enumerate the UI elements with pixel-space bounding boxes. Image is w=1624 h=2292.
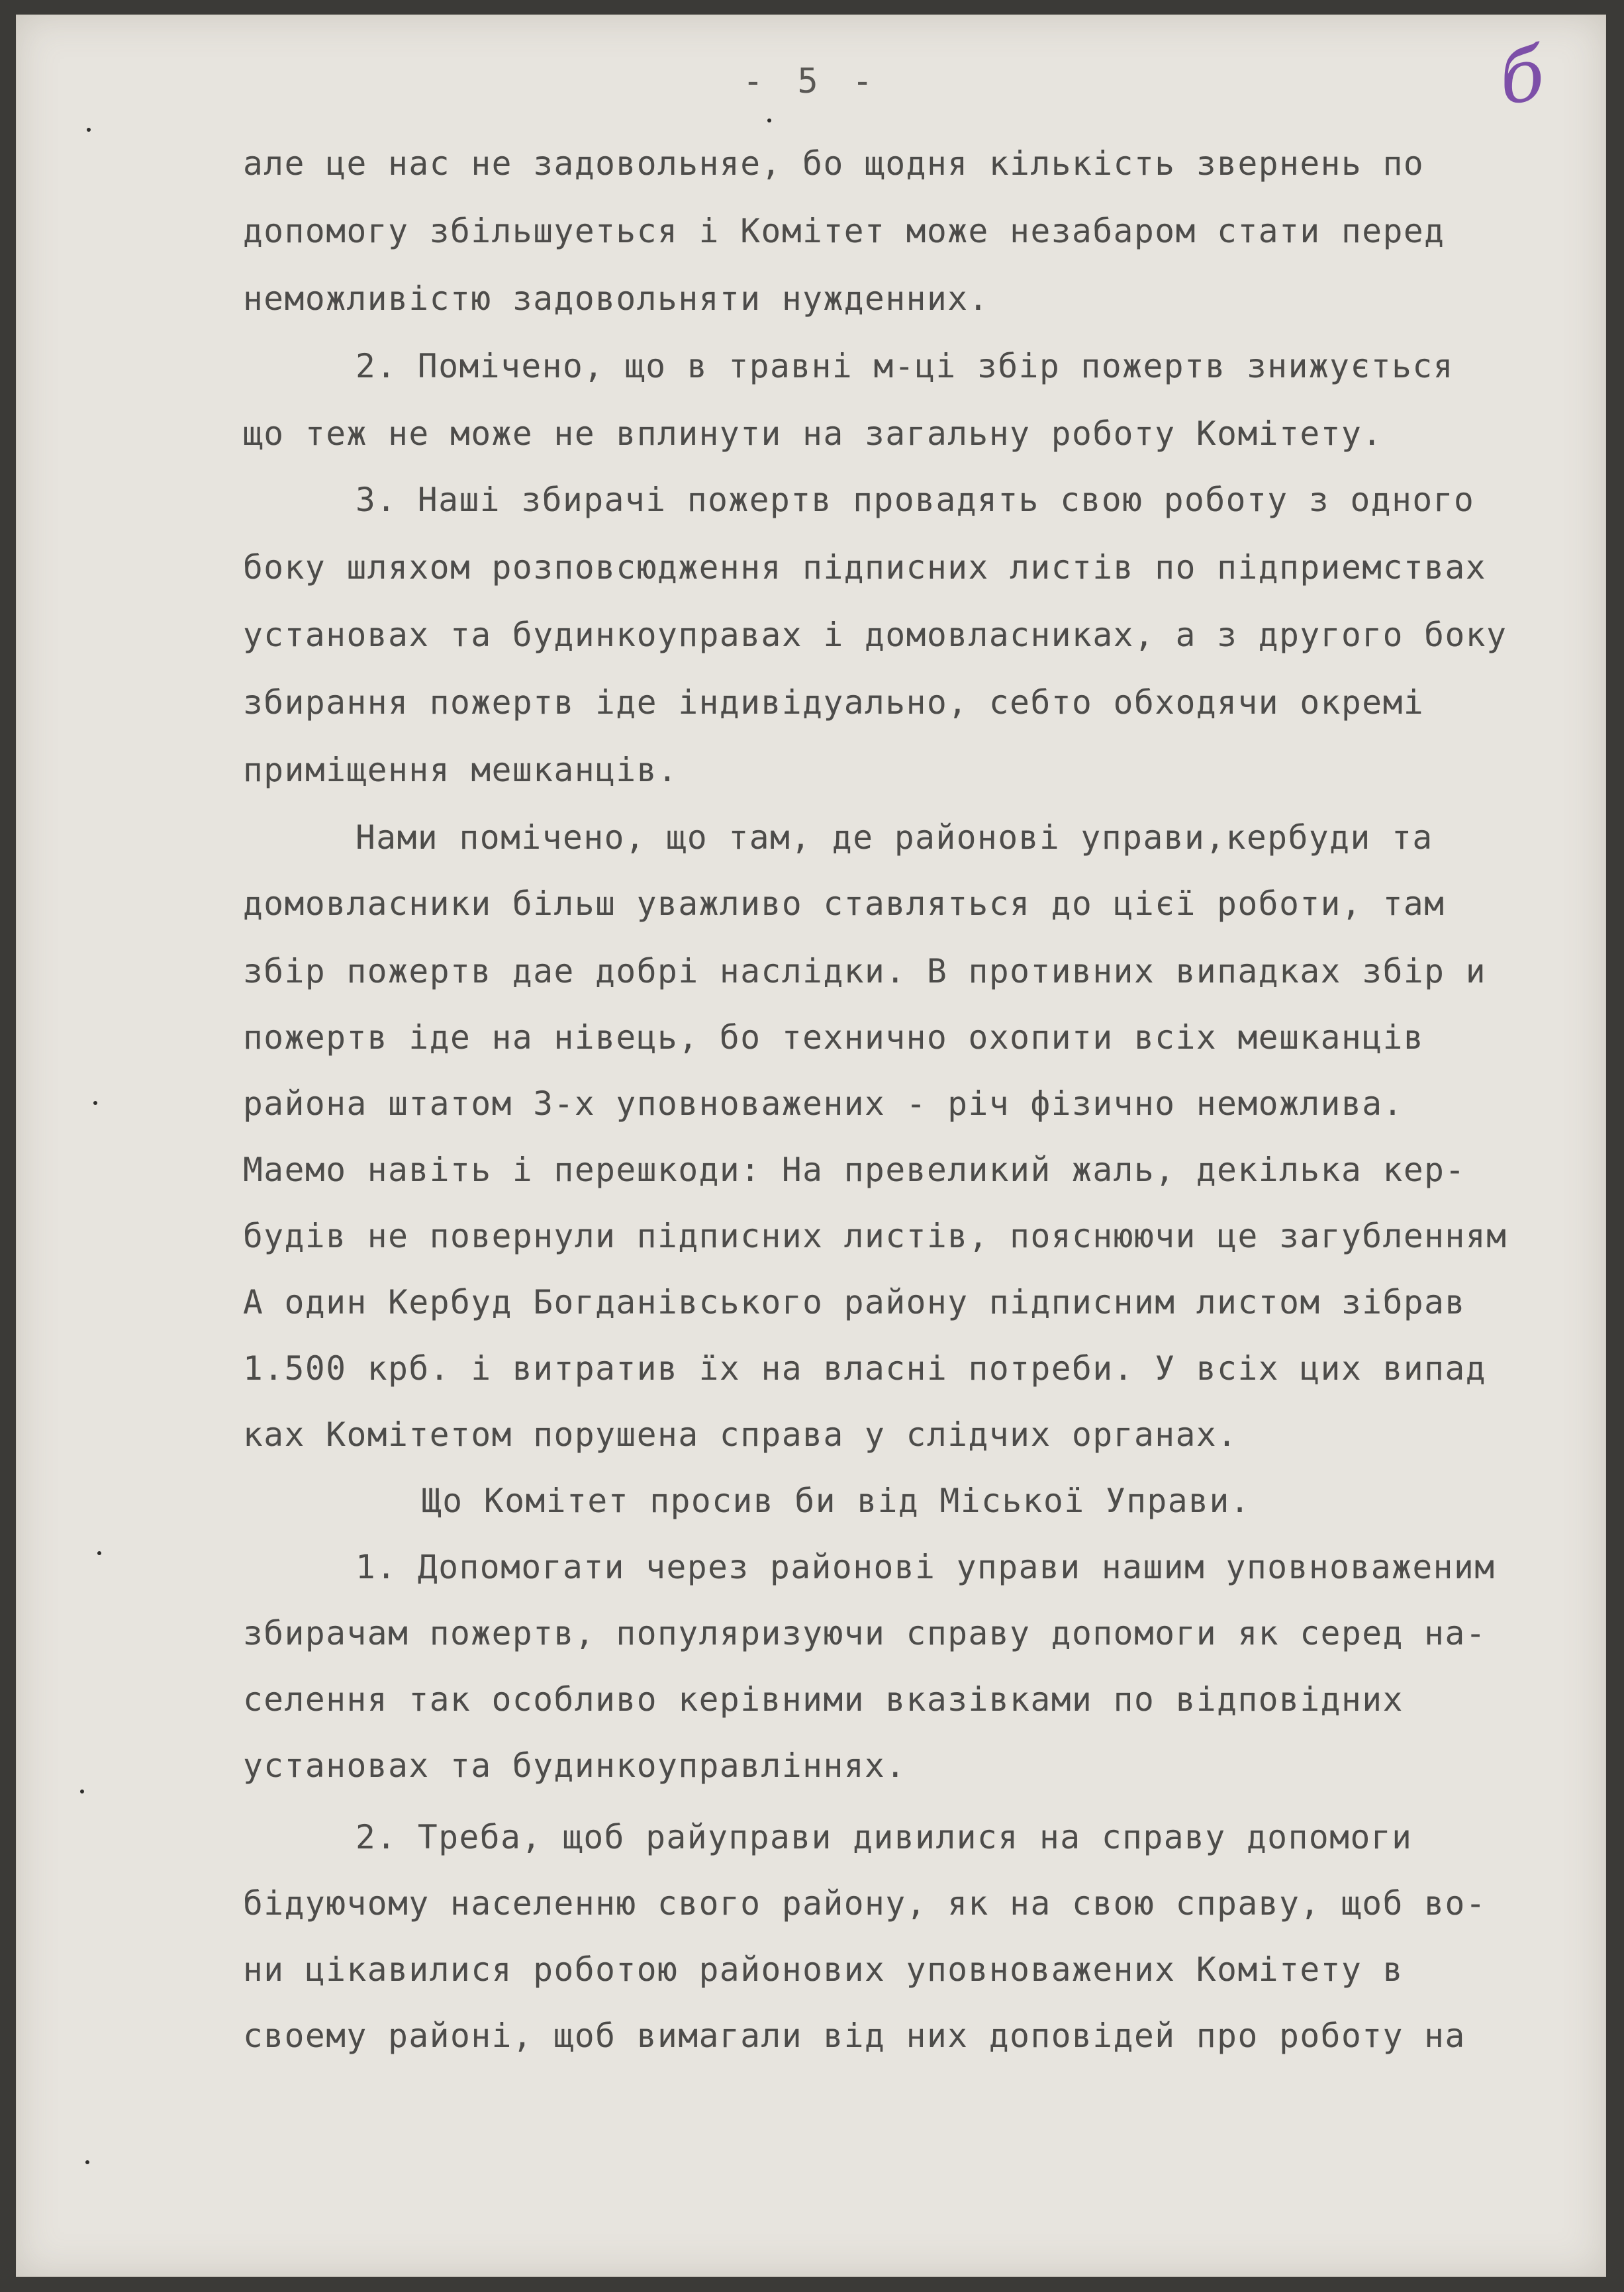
paper-speck [93, 1101, 97, 1105]
text-line: 1. Допомогати через районові управи нашим уповноваженим [356, 1548, 1496, 1586]
text-line: бідуючому населенню свого району, як на свою справу, щоб во- [243, 1884, 1487, 1923]
section-heading: Що Комітет просив би від Міської Управи. [422, 1482, 1251, 1520]
text-line: Маемо навіть і перешкоди: На превеликий жаль, декілька кер- [243, 1151, 1466, 1189]
text-line: 1.500 крб. і витратив їх на власні потреби. У всіх цих випад [243, 1349, 1487, 1388]
paper-speck [767, 119, 771, 122]
text-line: ни цікавилися роботою районових уповноважених Комітету в [243, 1950, 1404, 1989]
text-line: боку шляхом розповсюдження підписних листів по підприемствах [243, 548, 1487, 587]
page-number: - 5 - [742, 62, 880, 101]
text-line: неможливістю задовольняти нужденних. [243, 279, 989, 318]
text-line: збирачам пожертв, популяризуючи справу допомоги як серед на- [243, 1614, 1487, 1652]
handwritten-folio-number: б [1494, 30, 1550, 122]
text-line: установах та будинкоуправах і домовласниках, а з другого боку [243, 616, 1507, 654]
text-line: допомогу збільшуеться і Комітет може незабаром стати перед [243, 212, 1445, 250]
text-line: установах та будинкоуправліннях. [243, 1746, 906, 1785]
text-line: пожертв іде на нівець, бо технично охопити всіх мешканців [243, 1018, 1425, 1057]
text-line: Нами помічено, що там, де районові управи,кербуди та [356, 818, 1433, 857]
typed-document-page [16, 15, 1606, 2277]
text-line: збір пожертв дае добрі наслідки. В противних випадках збір и [243, 952, 1487, 990]
paper-speck [80, 1790, 84, 1793]
text-line: будів не повернули підписних листів, пояснюючи це загубленням [243, 1217, 1507, 1255]
text-line: района штатом 3-х уповноважених - річ фізично неможлива. [243, 1084, 1404, 1123]
text-line: 2. Треба, щоб райуправи дивилися на справу допомоги [356, 1818, 1413, 1856]
text-line: своему районі, щоб вимагали від них доповідей про роботу на [243, 2017, 1466, 2055]
text-line: 3. Наші збирачі пожертв провадять свою роботу з одного [356, 481, 1475, 519]
text-line: що теж не може не вплинути на загальну роботу Комітету. [243, 414, 1383, 453]
text-line: ках Комітетом порушена справа у слідчих органах. [243, 1415, 1238, 1454]
paper-speck [97, 1551, 101, 1555]
text-line: 2. Помічено, що в травні м-ці збір пожертв знижується [356, 347, 1454, 385]
text-line: збирання пожертв іде індивідуально, себто обходячи окремі [243, 683, 1425, 722]
text-line: селення так особливо керівними вказівками по відповідних [243, 1680, 1404, 1719]
text-line: але це нас не задовольняе, бо щодня кількість звернень по [243, 144, 1425, 183]
text-line: А один Кербуд Богданівського району підписним листом зібрав [243, 1283, 1466, 1321]
text-line: приміщення мешканців. [243, 751, 679, 789]
paper-speck [85, 2160, 89, 2164]
paper-speck [87, 128, 91, 132]
text-line: домовласники більш уважливо ставляться до цієї роботи, там [243, 884, 1445, 923]
